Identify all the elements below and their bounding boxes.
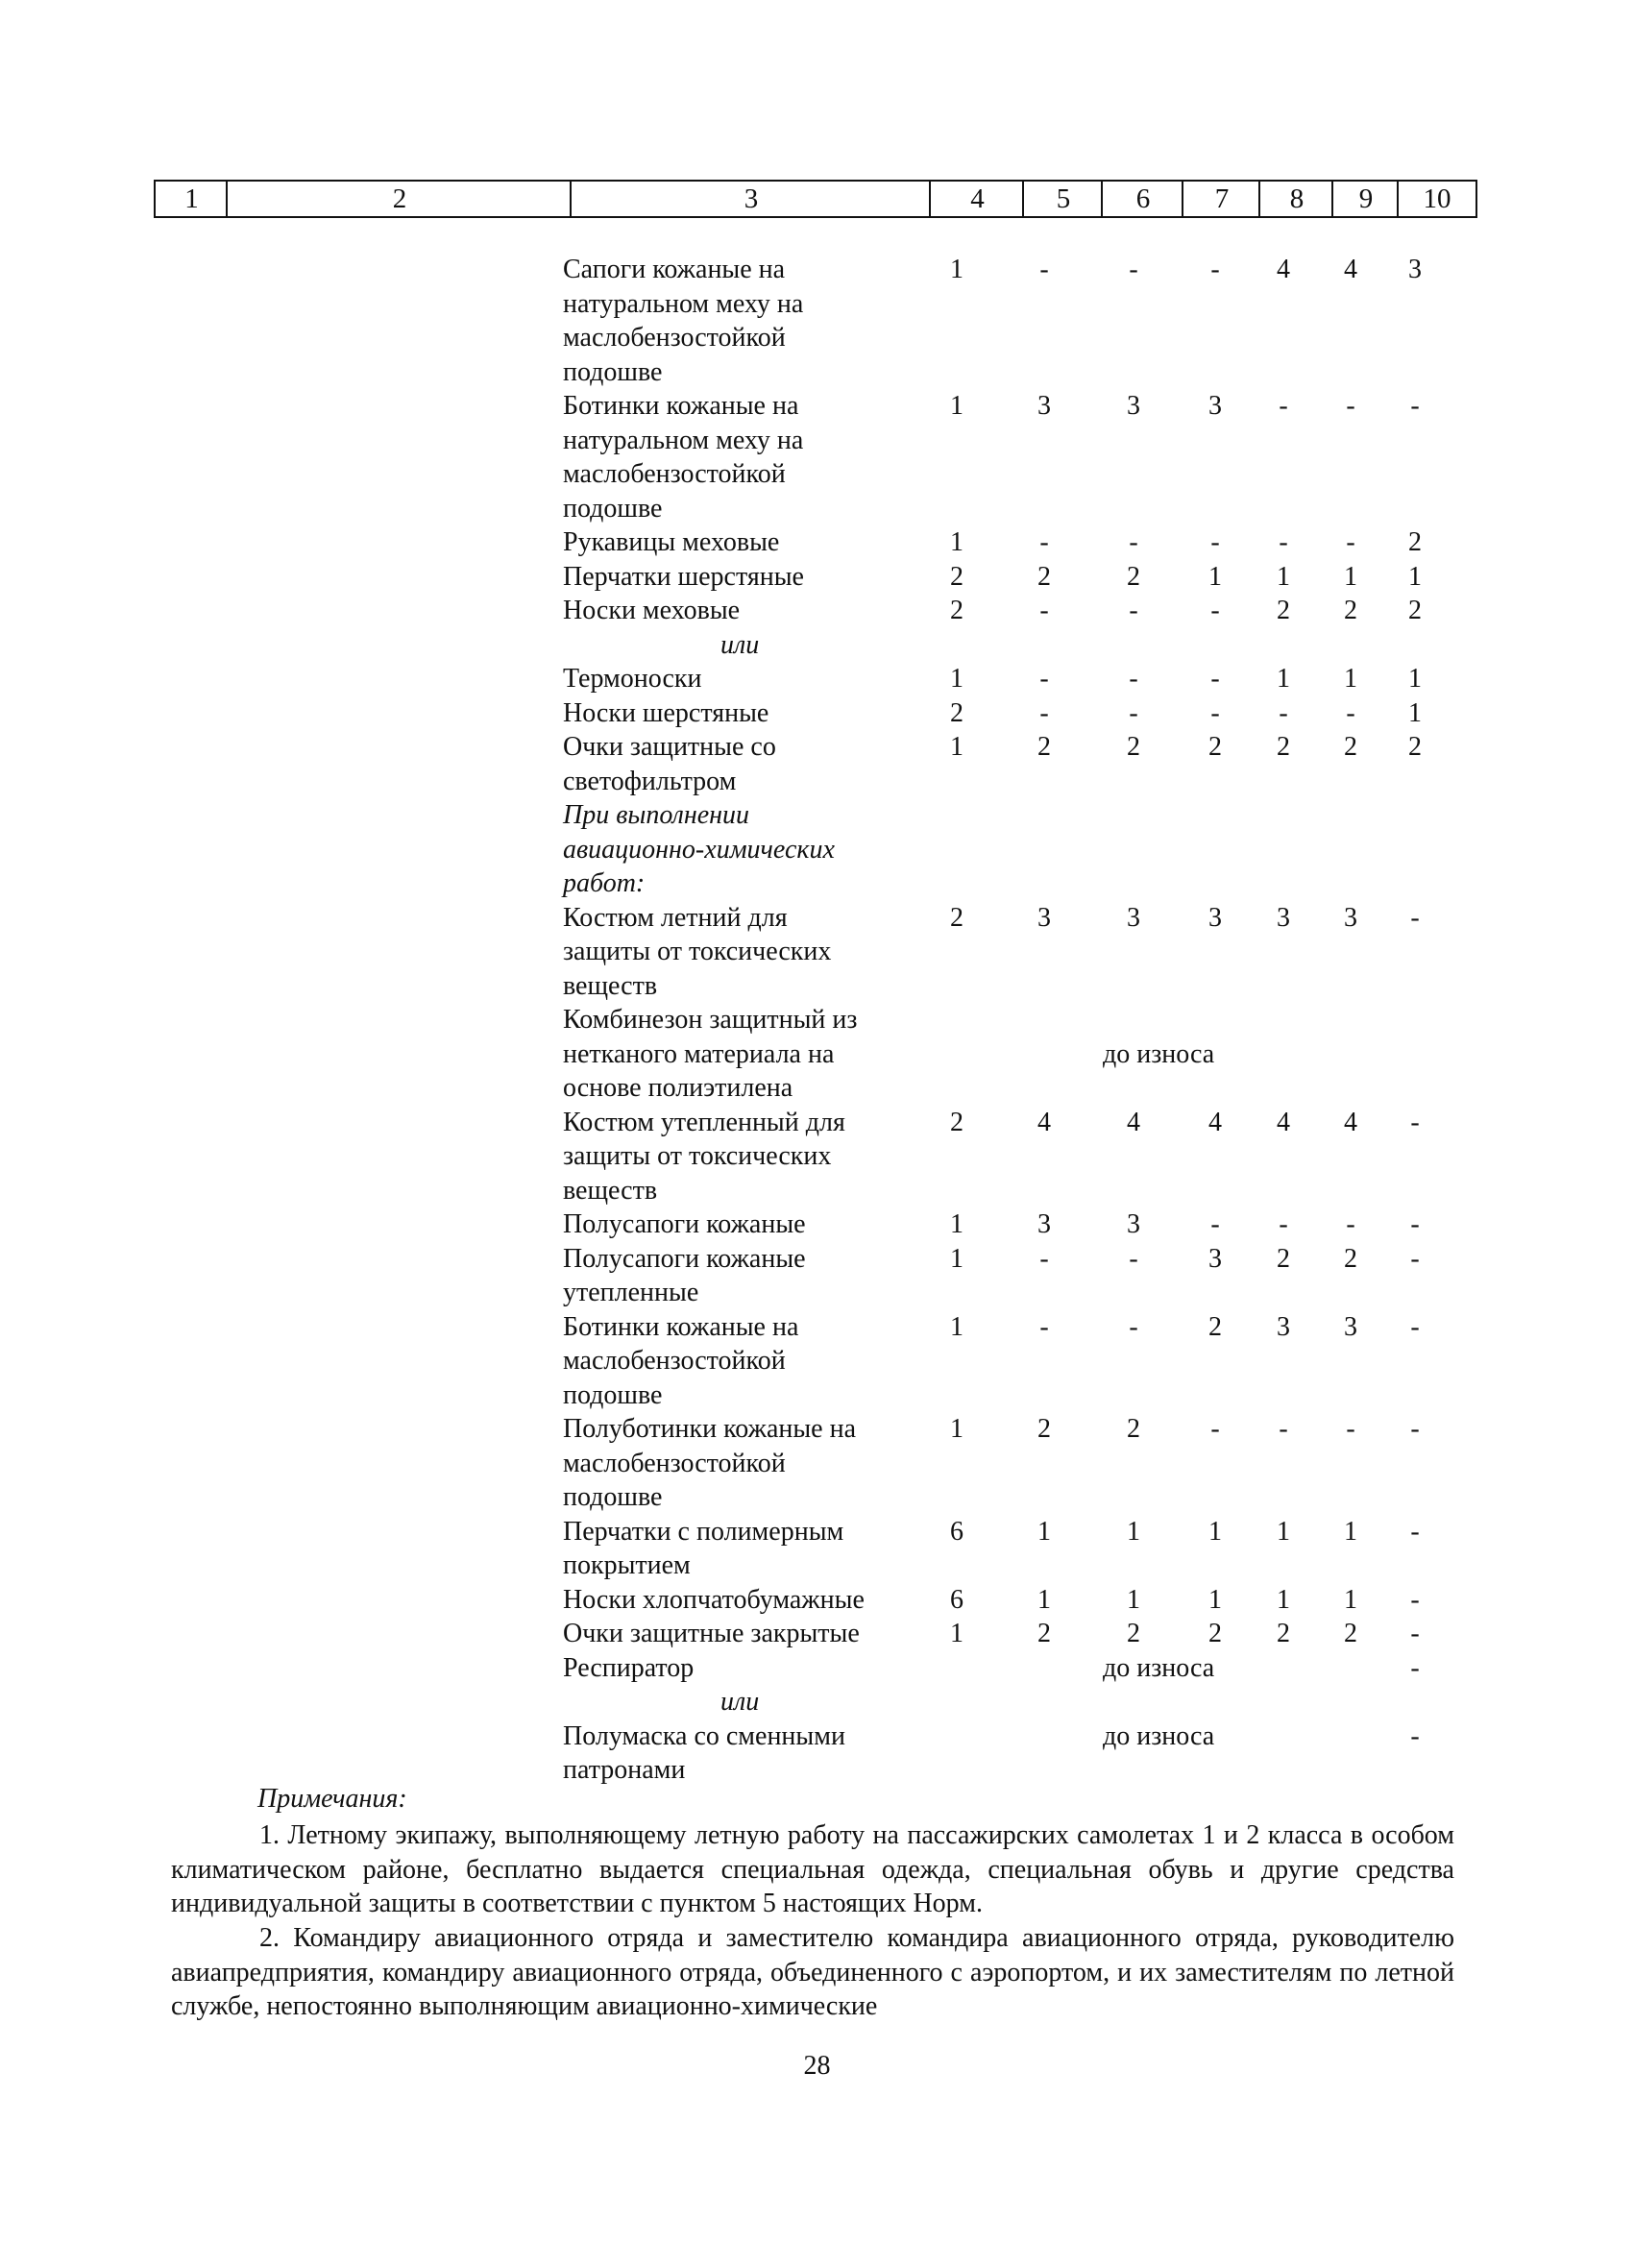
value-cell: 2 [1127, 732, 1140, 762]
value-cell: 2 [1037, 732, 1051, 762]
value-cell: 3 [1037, 902, 1051, 933]
table-header [154, 180, 1477, 218]
note-paragraph-1: 1. Летному экипажу, выполняющему летную работу на пассажирских самолетах 1 и 2 класса в особом климатическом районе, бесплатно выдается специальная одежда, специальная обувь и другие средства индивидуальной защиты в соответствии с пунктом 5 настоящих Норм. [171, 1820, 1454, 1918]
header-cell: 3 [744, 183, 759, 214]
item-label: Костюм утепленный для защиты от токсических веществ [563, 1107, 845, 1206]
value-cell: - [1039, 664, 1049, 694]
value-cell: 2 [1408, 527, 1422, 557]
value-cell: 4 [1037, 1107, 1051, 1137]
value-cell: - [1279, 1209, 1288, 1239]
value-cell: 3 [1277, 902, 1290, 933]
value-cell: 2 [1127, 1414, 1140, 1444]
item-label: Полуботинки кожаные на маслобензостойкой подошве [563, 1414, 857, 1512]
value-cell: - [1129, 1243, 1138, 1274]
value-cell: 2 [1344, 596, 1357, 625]
header-cell: 7 [1214, 183, 1230, 214]
value-cell: 1 [950, 255, 963, 284]
value-cell: - [1129, 664, 1138, 694]
value-cell: - [1039, 596, 1049, 625]
notes-title: Примечания: [257, 1784, 407, 1814]
value-cell: - [1346, 391, 1355, 421]
value-cell: - [1410, 1619, 1420, 1648]
value-cell: 2 [950, 902, 963, 933]
value-cell: - [1129, 1311, 1138, 1342]
value-cell: - [1410, 1516, 1420, 1547]
span-value: до износа [1103, 1720, 1215, 1751]
value-cell: - [1346, 527, 1355, 557]
header-divider [1022, 180, 1024, 218]
value-cell: 1 [1408, 561, 1422, 592]
table-row [0, 1412, 1634, 1515]
value-cell: - [1210, 664, 1220, 694]
value-cell: 2 [1037, 1414, 1051, 1444]
page-number: 28 [803, 2051, 831, 2081]
value-cell: 2 [1408, 596, 1422, 625]
value-cell: 1 [950, 1619, 963, 1648]
table-row [0, 901, 1634, 1004]
header-cell: 2 [392, 183, 407, 214]
item-label: Костюм летний для защиты от токсических веществ [563, 902, 832, 1001]
table-row [0, 560, 1634, 595]
value-cell: 1 [950, 664, 963, 694]
header-divider [1331, 180, 1333, 218]
item-label: Респиратор [563, 1652, 695, 1683]
value-cell: 1 [950, 527, 963, 557]
header-cell: 8 [1289, 183, 1305, 214]
table-row [0, 1207, 1634, 1242]
value-cell: 2 [1408, 732, 1422, 762]
table-row [0, 389, 1634, 525]
span-value: до износа [1103, 1038, 1215, 1069]
value-cell: 2 [1277, 1619, 1290, 1648]
value-cell: 3 [1127, 1209, 1140, 1239]
value-cell: 2 [1277, 596, 1290, 625]
value-cell: 2 [1127, 1619, 1140, 1648]
table-row [0, 1242, 1634, 1310]
value-cell: 2 [1208, 732, 1222, 762]
value-cell: 2 [1037, 1619, 1051, 1648]
value-cell: - [1129, 255, 1138, 284]
value-cell: - [1279, 697, 1288, 728]
value-cell: 3 [1408, 255, 1422, 284]
value-cell: 3 [1208, 391, 1222, 421]
span-value: до износа [1103, 1652, 1215, 1683]
value-cell: 1 [1408, 697, 1422, 728]
value-cell: 1 [1408, 664, 1422, 694]
value-cell: - [1346, 1209, 1355, 1239]
value-cell: - [1129, 697, 1138, 728]
value-cell: 1 [1208, 561, 1222, 592]
value-cell: - [1039, 255, 1049, 284]
value-cell: - [1410, 1720, 1420, 1751]
value-cell: 3 [1037, 1209, 1051, 1239]
value-cell: 2 [950, 561, 963, 592]
value-cell: - [1039, 697, 1049, 728]
header-cell: 9 [1358, 183, 1374, 214]
value-cell: 2 [950, 1107, 963, 1137]
value-cell: 2 [1208, 1311, 1222, 1342]
value-cell: 3 [1208, 1243, 1222, 1274]
value-cell: - [1039, 1243, 1049, 1274]
value-cell: 3 [1127, 391, 1140, 421]
value-cell: - [1210, 255, 1220, 284]
table-row [0, 1719, 1634, 1788]
table-body [0, 253, 1634, 1788]
value-cell: - [1210, 697, 1220, 728]
item-label: Носки меховые [563, 596, 741, 625]
note-paragraph-2: 2. Командиру авиационного отряда и заместителю командира авиационного отряда, руководителю авиапредприятия, командиру авиационного отряда, объединенного с аэропортом, и их заместителям по летной службе, непостоянно выполняющим авиационно-химические [171, 1923, 1454, 2021]
header-cell: 10 [1423, 183, 1451, 214]
item-label: Перчатки с полимерным покрытием [563, 1516, 844, 1580]
table-row [0, 696, 1634, 731]
value-cell: - [1210, 1209, 1220, 1239]
value-cell: - [1210, 527, 1220, 557]
value-cell: 1 [950, 1243, 963, 1274]
item-label: Полусапоги кожаные [563, 1209, 806, 1239]
item-label: Носки шерстяные [563, 697, 769, 728]
table-row [0, 1685, 1634, 1719]
value-cell: 2 [1344, 732, 1357, 762]
value-cell: 4 [1277, 1107, 1290, 1137]
value-cell: 4 [1344, 1107, 1357, 1137]
value-cell: - [1346, 697, 1355, 728]
value-cell: 3 [1344, 1311, 1357, 1342]
value-cell: - [1039, 527, 1049, 557]
value-cell: - [1410, 1311, 1420, 1342]
value-cell: 4 [1344, 255, 1357, 284]
header-divider [570, 180, 572, 218]
value-cell: 6 [950, 1516, 963, 1547]
table-row [0, 1106, 1634, 1208]
value-cell: 2 [1277, 732, 1290, 762]
value-cell: 4 [1277, 255, 1290, 284]
value-cell: 1 [1277, 1584, 1290, 1615]
value-cell: 3 [1127, 902, 1140, 933]
value-cell: 2 [1344, 1243, 1357, 1274]
value-cell: 1 [1344, 1516, 1357, 1547]
header-divider [1101, 180, 1103, 218]
value-cell: - [1279, 527, 1288, 557]
value-cell: 3 [1277, 1311, 1290, 1342]
value-cell: 1 [1277, 1516, 1290, 1547]
value-cell: - [1346, 1414, 1355, 1444]
value-cell: - [1410, 1584, 1420, 1615]
value-cell: 1 [1344, 664, 1357, 694]
value-cell: 1 [1037, 1516, 1051, 1547]
value-cell: 3 [1208, 902, 1222, 933]
table-row [0, 628, 1634, 663]
value-cell: - [1039, 1311, 1049, 1342]
table-row [0, 1515, 1634, 1583]
value-cell: 4 [1127, 1107, 1140, 1137]
value-cell: - [1410, 1243, 1420, 1274]
value-cell: 1 [1277, 664, 1290, 694]
item-label: Ботинки кожаные на натуральном меху на маслобензостойкой подошве [563, 391, 804, 524]
value-cell: 2 [1277, 1243, 1290, 1274]
value-cell: 2 [1208, 1619, 1222, 1648]
value-cell: - [1129, 527, 1138, 557]
item-label: Полумаска со сменными патронами [563, 1720, 845, 1785]
value-cell: 2 [1344, 1619, 1357, 1648]
connector-text: или [720, 1687, 760, 1717]
value-cell: 1 [1037, 1584, 1051, 1615]
value-cell: 1 [1127, 1584, 1140, 1615]
value-cell: 2 [1127, 561, 1140, 592]
header-cell: 4 [970, 183, 985, 214]
value-cell: - [1410, 1652, 1420, 1683]
value-cell: 6 [950, 1584, 963, 1615]
item-label: Сапоги кожаные на натуральном меху на маслобензостойкой подошве [563, 255, 804, 387]
header-divider [226, 180, 228, 218]
value-cell: 1 [1344, 561, 1357, 592]
item-label: Полусапоги кожаные утепленные [563, 1243, 806, 1307]
section-heading: При выполнении авиационно-химических работ: [563, 800, 835, 898]
value-cell: 1 [950, 1414, 963, 1444]
item-label: Ботинки кожаные на маслобензостойкой подошве [563, 1311, 799, 1410]
value-cell: - [1410, 1209, 1420, 1239]
connector-text: или [720, 629, 760, 660]
item-label: Термоноски [563, 664, 702, 694]
value-cell: 1 [950, 391, 963, 421]
table-row [0, 1651, 1634, 1686]
table-row [0, 730, 1634, 798]
table-row [0, 1003, 1634, 1106]
header-cell: 5 [1056, 183, 1071, 214]
value-cell: 2 [950, 596, 963, 625]
table-row [0, 1310, 1634, 1413]
table-row [0, 525, 1634, 560]
table-row [0, 798, 1634, 901]
value-cell: - [1279, 391, 1288, 421]
value-cell: 1 [1208, 1516, 1222, 1547]
value-cell: - [1410, 1107, 1420, 1137]
value-cell: - [1279, 1414, 1288, 1444]
value-cell: - [1210, 1414, 1220, 1444]
value-cell: - [1410, 902, 1420, 933]
item-label: Комбинезон защитный из нетканого материала на основе полиэтилена [563, 1005, 858, 1103]
table-row [0, 662, 1634, 696]
value-cell: - [1410, 391, 1420, 421]
value-cell: - [1129, 596, 1138, 625]
value-cell: 1 [1277, 561, 1290, 592]
value-cell: 3 [1037, 391, 1051, 421]
value-cell: - [1410, 1414, 1420, 1444]
item-label: Очки защитные со светофильтром [563, 732, 776, 796]
item-label: Носки хлопчатобумажные [563, 1584, 865, 1615]
table-row [0, 1583, 1634, 1618]
header-divider [1397, 180, 1399, 218]
value-cell: - [1210, 596, 1220, 625]
table-row [0, 594, 1634, 628]
value-cell: 4 [1208, 1107, 1222, 1137]
value-cell: 1 [950, 732, 963, 762]
item-label: Перчатки шерстяные [563, 561, 804, 592]
header-divider [1182, 180, 1183, 218]
item-label: Очки защитные закрытые [563, 1619, 860, 1648]
header-divider [1258, 180, 1260, 218]
value-cell: 1 [950, 1209, 963, 1239]
table-row [0, 253, 1634, 389]
value-cell: 2 [950, 697, 963, 728]
value-cell: 3 [1344, 902, 1357, 933]
value-cell: 1 [1208, 1584, 1222, 1615]
table-row [0, 1617, 1634, 1651]
value-cell: 2 [1037, 561, 1051, 592]
header-cell: 6 [1135, 183, 1151, 214]
header-divider [929, 180, 931, 218]
value-cell: 1 [1344, 1584, 1357, 1615]
value-cell: 1 [950, 1311, 963, 1342]
header-cell: 1 [184, 183, 199, 214]
value-cell: 1 [1127, 1516, 1140, 1547]
item-label: Рукавицы меховые [563, 527, 780, 557]
